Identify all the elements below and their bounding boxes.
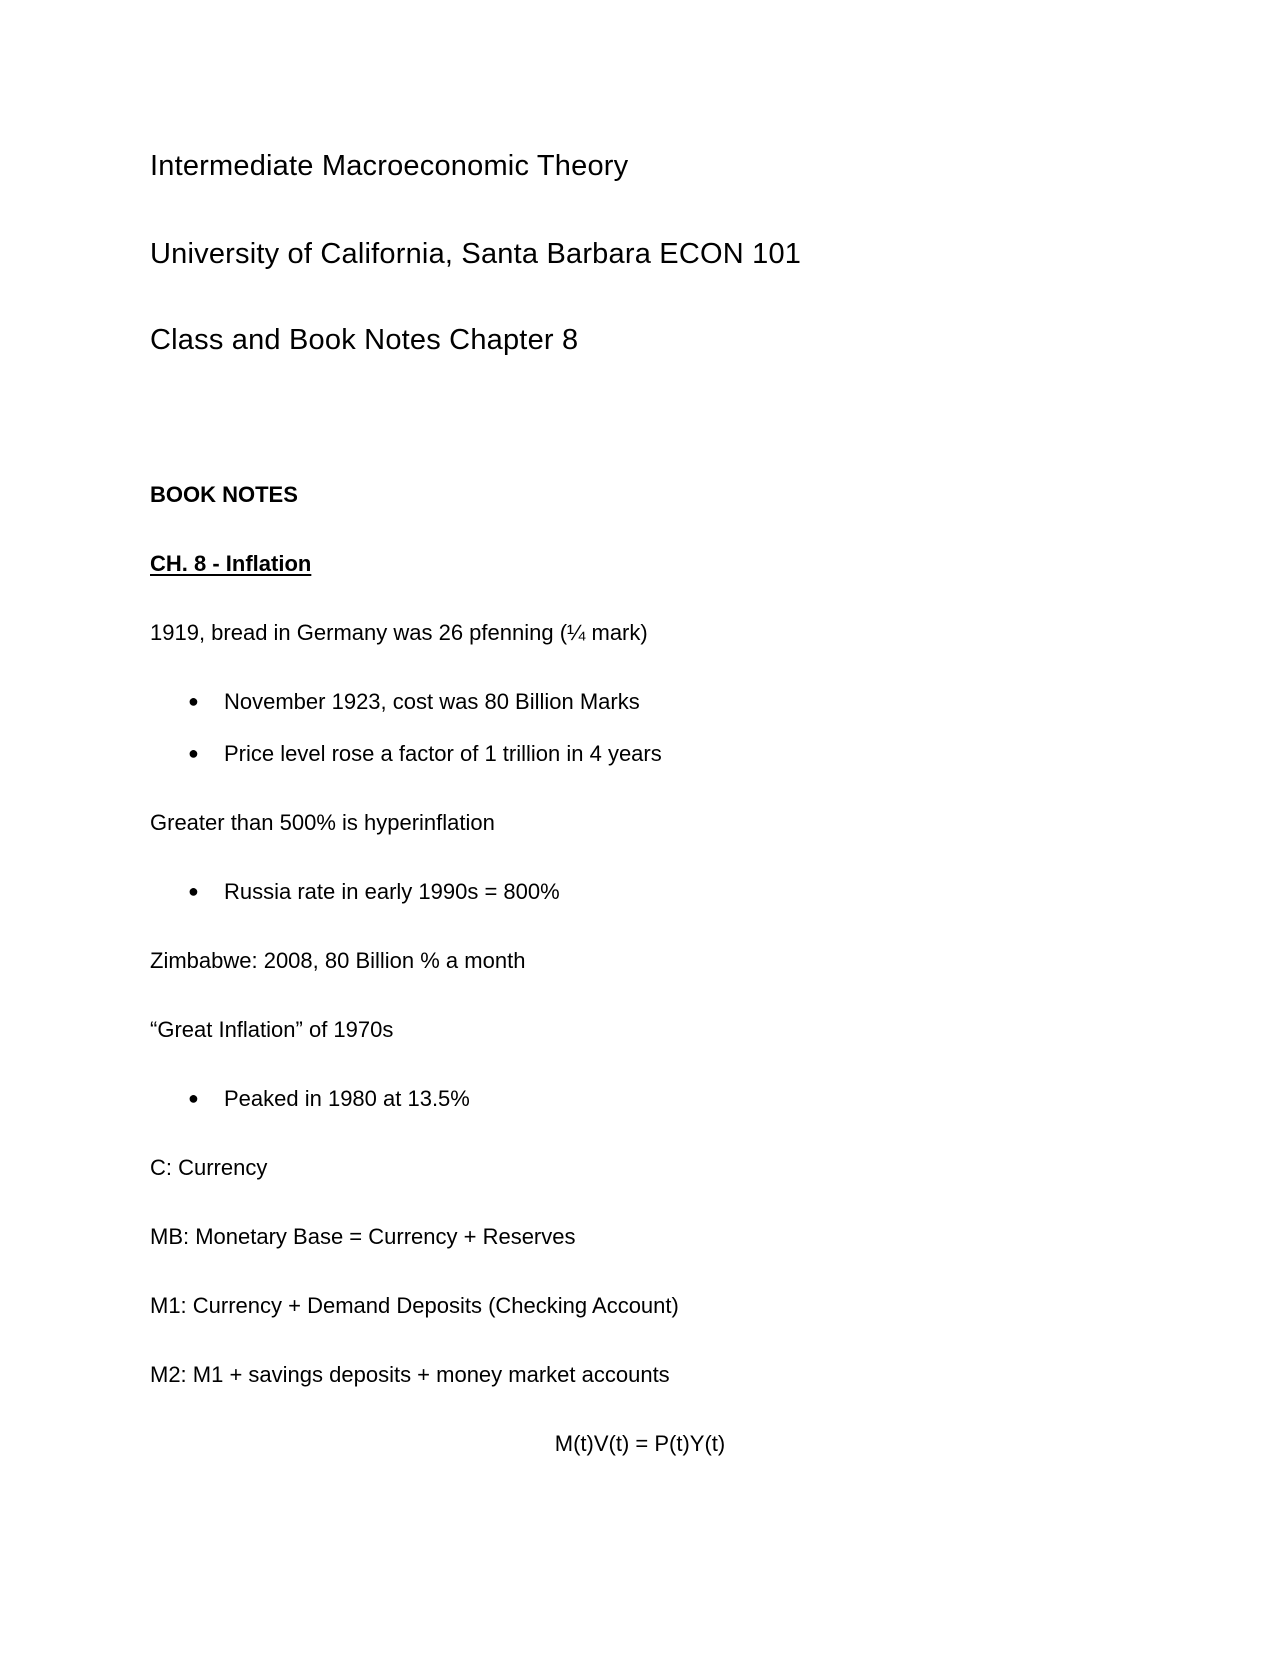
list-item — [188, 1088, 470, 1110]
list-item-text: November 1923, cost was 80 Billion Marks — [224, 689, 640, 714]
note-germany-1919: 1919, bread in Germany was 26 pfenning (¼ mark) — [150, 620, 648, 645]
bullet-icon: ● — [188, 743, 199, 763]
notes-subtitle: Class and Book Notes Chapter 8 — [150, 324, 579, 356]
bullet-icon: ● — [188, 881, 199, 901]
document-title: Intermediate Macroeconomic Theory — [150, 150, 629, 182]
note-great-inflation: “Great Inflation” of 1970s — [150, 1017, 394, 1042]
note-m1: M1: Currency + Demand Deposits (Checking Account) — [150, 1293, 679, 1318]
note-zimbabwe: Zimbabwe: 2008, 80 Billion % a month — [150, 948, 526, 973]
bullet-icon: ● — [188, 1088, 199, 1108]
note-currency: C: Currency — [150, 1155, 268, 1180]
list-item — [188, 743, 662, 765]
chapter-heading: CH. 8 - Inflation — [150, 551, 312, 576]
quantity-equation: M(t)V(t) = P(t)Y(t) — [554, 1431, 726, 1456]
list-item-text: Russia rate in early 1990s = 800% — [224, 879, 560, 904]
note-hyperinflation: Greater than 500% is hyperinflation — [150, 810, 495, 835]
list-item — [188, 691, 640, 713]
list-item-text: Price level rose a factor of 1 trillion in 4 years — [224, 741, 662, 766]
note-m2: M2: M1 + savings deposits + money market accounts — [150, 1362, 670, 1387]
list-item — [188, 881, 560, 903]
course-name: University of California, Santa Barbara ECON 101 — [150, 238, 802, 270]
bullet-icon: ● — [188, 691, 199, 711]
section-heading: BOOK NOTES — [150, 482, 298, 507]
note-monetary-base: MB: Monetary Base = Currency + Reserves — [150, 1224, 576, 1249]
list-item-text: Peaked in 1980 at 13.5% — [224, 1086, 470, 1111]
